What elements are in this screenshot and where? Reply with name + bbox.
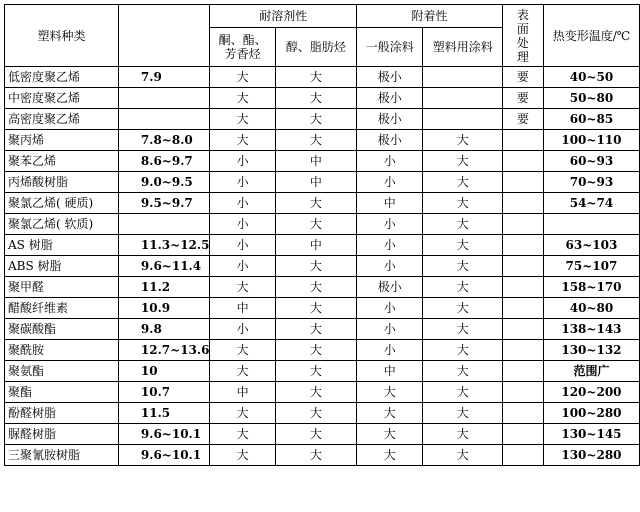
cell-ketone-ester-aromatic: 大 [210, 361, 275, 382]
cell-general-paint: 小 [356, 235, 423, 256]
table-row [5, 403, 640, 424]
cell-heat-deform-temp: 75~107 [543, 256, 639, 277]
cell-surface-treatment [502, 298, 543, 319]
cell-plastic-name: 聚甲醛 [5, 277, 119, 298]
cell-alcohol-aliphatic: 大 [275, 382, 356, 403]
cell-general-paint: 大 [356, 382, 423, 403]
header-general-paint: 一般涂料 [356, 28, 423, 67]
cell-alcohol-aliphatic: 大 [275, 256, 356, 277]
cell-plastic-name: 中密度聚乙烯 [5, 88, 119, 109]
cell-density [118, 109, 210, 130]
cell-general-paint: 小 [356, 214, 423, 235]
cell-alcohol-aliphatic: 大 [275, 340, 356, 361]
cell-surface-treatment [502, 256, 543, 277]
table-row [5, 298, 640, 319]
header-plastic-paint: 塑料用涂料 [423, 28, 502, 67]
cell-alcohol-aliphatic: 大 [275, 445, 356, 466]
cell-general-paint: 大 [356, 403, 423, 424]
header-heat-deform-temp: 热变形温度/℃ [543, 5, 639, 67]
cell-plastic-paint [423, 109, 502, 130]
cell-plastic-paint: 大 [423, 361, 502, 382]
cell-heat-deform-temp: 100~110 [543, 130, 639, 151]
cell-heat-deform-temp: 158~170 [543, 277, 639, 298]
cell-ketone-ester-aromatic: 中 [210, 382, 275, 403]
cell-surface-treatment [502, 214, 543, 235]
cell-heat-deform-temp: 40~50 [543, 67, 639, 88]
table-container [4, 4, 640, 466]
cell-density: 9.6~10.1 [118, 424, 210, 445]
table-row [5, 256, 640, 277]
cell-plastic-paint: 大 [423, 256, 502, 277]
cell-plastic-paint: 大 [423, 235, 502, 256]
cell-plastic-name: 醋酸纤维素 [5, 298, 119, 319]
cell-ketone-ester-aromatic: 小 [210, 193, 275, 214]
cell-heat-deform-temp: 100~280 [543, 403, 639, 424]
cell-ketone-ester-aromatic: 大 [210, 403, 275, 424]
cell-ketone-ester-aromatic: 大 [210, 130, 275, 151]
cell-heat-deform-temp: 70~93 [543, 172, 639, 193]
cell-heat-deform-temp: 40~80 [543, 298, 639, 319]
cell-general-paint: 极小 [356, 88, 423, 109]
cell-plastic-paint: 大 [423, 445, 502, 466]
cell-alcohol-aliphatic: 中 [275, 235, 356, 256]
cell-plastic-paint: 大 [423, 193, 502, 214]
cell-alcohol-aliphatic: 大 [275, 361, 356, 382]
cell-plastic-name: 聚酰胺 [5, 340, 119, 361]
cell-heat-deform-temp: 50~80 [543, 88, 639, 109]
cell-plastic-paint: 大 [423, 151, 502, 172]
cell-surface-treatment [502, 445, 543, 466]
plastics-properties-table [4, 4, 640, 466]
cell-density: 9.5~9.7 [118, 193, 210, 214]
cell-heat-deform-temp: 60~93 [543, 151, 639, 172]
cell-surface-treatment [502, 235, 543, 256]
cell-ketone-ester-aromatic: 大 [210, 88, 275, 109]
cell-surface-treatment: 要 [502, 67, 543, 88]
cell-alcohol-aliphatic: 中 [275, 151, 356, 172]
table-row [5, 151, 640, 172]
cell-density: 7.8~8.0 [118, 130, 210, 151]
cell-plastic-paint: 大 [423, 277, 502, 298]
cell-plastic-name: 聚氨酯 [5, 361, 119, 382]
cell-ketone-ester-aromatic: 小 [210, 151, 275, 172]
cell-plastic-name: 聚氯乙烯( 硬质) [5, 193, 119, 214]
cell-density [118, 214, 210, 235]
header-surface-treatment: 表面处理 [502, 5, 543, 67]
cell-general-paint: 小 [356, 298, 423, 319]
table-row [5, 67, 640, 88]
table-row [5, 88, 640, 109]
cell-plastic-paint [423, 67, 502, 88]
cell-heat-deform-temp: 63~103 [543, 235, 639, 256]
cell-plastic-paint: 大 [423, 424, 502, 445]
cell-alcohol-aliphatic: 大 [275, 214, 356, 235]
cell-plastic-name: 低密度聚乙烯 [5, 67, 119, 88]
cell-plastic-paint: 大 [423, 403, 502, 424]
cell-density: 7.9 [118, 67, 210, 88]
cell-ketone-ester-aromatic: 小 [210, 214, 275, 235]
cell-density: 11.2 [118, 277, 210, 298]
table-row [5, 424, 640, 445]
cell-surface-treatment [502, 172, 543, 193]
cell-plastic-name: 高密度聚乙烯 [5, 109, 119, 130]
cell-heat-deform-temp: 138~143 [543, 319, 639, 340]
cell-surface-treatment [502, 319, 543, 340]
cell-ketone-ester-aromatic: 大 [210, 424, 275, 445]
cell-surface-treatment [502, 382, 543, 403]
cell-heat-deform-temp: 130~132 [543, 340, 639, 361]
cell-plastic-name: 聚酯 [5, 382, 119, 403]
cell-heat-deform-temp: 范围广 [543, 361, 639, 382]
table-row [5, 445, 640, 466]
cell-surface-treatment [502, 151, 543, 172]
cell-alcohol-aliphatic: 中 [275, 172, 356, 193]
cell-general-paint: 中 [356, 361, 423, 382]
cell-plastic-name: 聚碳酸酯 [5, 319, 119, 340]
cell-general-paint: 极小 [356, 67, 423, 88]
header-alcohol-aliphatic: 醇、脂肪烃 [275, 28, 356, 67]
cell-heat-deform-temp: 130~280 [543, 445, 639, 466]
cell-plastic-paint: 大 [423, 130, 502, 151]
cell-density: 10.7 [118, 382, 210, 403]
cell-density: 9.8 [118, 319, 210, 340]
cell-alcohol-aliphatic: 大 [275, 277, 356, 298]
cell-plastic-paint: 大 [423, 214, 502, 235]
cell-surface-treatment [502, 277, 543, 298]
cell-heat-deform-temp: 54~74 [543, 193, 639, 214]
cell-surface-treatment: 要 [502, 109, 543, 130]
cell-alcohol-aliphatic: 大 [275, 130, 356, 151]
cell-plastic-paint [423, 88, 502, 109]
cell-general-paint: 大 [356, 424, 423, 445]
cell-density: 9.0~9.5 [118, 172, 210, 193]
table-row [5, 382, 640, 403]
cell-heat-deform-temp [543, 214, 639, 235]
table-row [5, 214, 640, 235]
cell-general-paint: 小 [356, 151, 423, 172]
cell-density: 11.3~12.5 [118, 235, 210, 256]
cell-general-paint: 大 [356, 445, 423, 466]
cell-surface-treatment [502, 193, 543, 214]
cell-plastic-name: ABS 树脂 [5, 256, 119, 277]
header-adhesion: 附着性 [356, 5, 502, 28]
header-ketone-ester-aromatic: 酮、酯、芳香烃 [210, 28, 275, 67]
cell-density [118, 88, 210, 109]
cell-plastic-paint: 大 [423, 382, 502, 403]
cell-general-paint: 极小 [356, 277, 423, 298]
table-row [5, 235, 640, 256]
table-row [5, 361, 640, 382]
cell-general-paint: 小 [356, 256, 423, 277]
cell-plastic-name: 聚氯乙烯( 软质) [5, 214, 119, 235]
header-plastic-type: 塑料种类 [5, 5, 119, 67]
cell-alcohol-aliphatic: 大 [275, 88, 356, 109]
cell-surface-treatment [502, 340, 543, 361]
cell-ketone-ester-aromatic: 小 [210, 172, 275, 193]
cell-ketone-ester-aromatic: 中 [210, 298, 275, 319]
cell-density: 8.6~9.7 [118, 151, 210, 172]
cell-alcohol-aliphatic: 大 [275, 319, 356, 340]
cell-alcohol-aliphatic: 大 [275, 298, 356, 319]
cell-ketone-ester-aromatic: 大 [210, 340, 275, 361]
cell-density: 12.7~13.6 [118, 340, 210, 361]
cell-plastic-name: 聚丙烯 [5, 130, 119, 151]
cell-general-paint: 极小 [356, 130, 423, 151]
cell-alcohol-aliphatic: 大 [275, 109, 356, 130]
cell-surface-treatment [502, 361, 543, 382]
cell-plastic-paint: 大 [423, 172, 502, 193]
cell-alcohol-aliphatic: 大 [275, 193, 356, 214]
cell-plastic-name: 丙烯酸树脂 [5, 172, 119, 193]
cell-general-paint: 中 [356, 193, 423, 214]
table-row [5, 277, 640, 298]
cell-heat-deform-temp: 130~145 [543, 424, 639, 445]
cell-plastic-name: 脲醛树脂 [5, 424, 119, 445]
cell-alcohol-aliphatic: 大 [275, 67, 356, 88]
table-row [5, 340, 640, 361]
table-row [5, 193, 640, 214]
cell-plastic-name: 聚苯乙烯 [5, 151, 119, 172]
cell-general-paint: 小 [356, 319, 423, 340]
cell-heat-deform-temp: 120~200 [543, 382, 639, 403]
cell-general-paint: 小 [356, 172, 423, 193]
cell-general-paint: 极小 [356, 109, 423, 130]
cell-density: 9.6~10.1 [118, 445, 210, 466]
cell-density: 10 [118, 361, 210, 382]
table-row [5, 130, 640, 151]
cell-ketone-ester-aromatic: 小 [210, 319, 275, 340]
cell-surface-treatment: 要 [502, 88, 543, 109]
cell-ketone-ester-aromatic: 大 [210, 67, 275, 88]
cell-surface-treatment [502, 424, 543, 445]
cell-general-paint: 小 [356, 340, 423, 361]
cell-ketone-ester-aromatic: 大 [210, 109, 275, 130]
cell-plastic-name: AS 树脂 [5, 235, 119, 256]
cell-plastic-paint: 大 [423, 319, 502, 340]
cell-alcohol-aliphatic: 大 [275, 403, 356, 424]
cell-ketone-ester-aromatic: 小 [210, 256, 275, 277]
cell-plastic-paint: 大 [423, 340, 502, 361]
cell-ketone-ester-aromatic: 小 [210, 235, 275, 256]
cell-surface-treatment [502, 130, 543, 151]
cell-heat-deform-temp: 60~85 [543, 109, 639, 130]
header-solvent-resistance: 耐溶剂性 [210, 5, 357, 28]
table-row [5, 172, 640, 193]
table-row [5, 319, 640, 340]
cell-ketone-ester-aromatic: 大 [210, 277, 275, 298]
cell-density: 9.6~11.4 [118, 256, 210, 277]
header-density [118, 5, 210, 67]
cell-density: 10.9 [118, 298, 210, 319]
table-row [5, 109, 640, 130]
cell-alcohol-aliphatic: 大 [275, 424, 356, 445]
cell-plastic-name: 酚醛树脂 [5, 403, 119, 424]
cell-plastic-name: 三聚氰胺树脂 [5, 445, 119, 466]
cell-surface-treatment [502, 403, 543, 424]
cell-ketone-ester-aromatic: 大 [210, 445, 275, 466]
cell-plastic-paint: 大 [423, 298, 502, 319]
cell-density: 11.5 [118, 403, 210, 424]
